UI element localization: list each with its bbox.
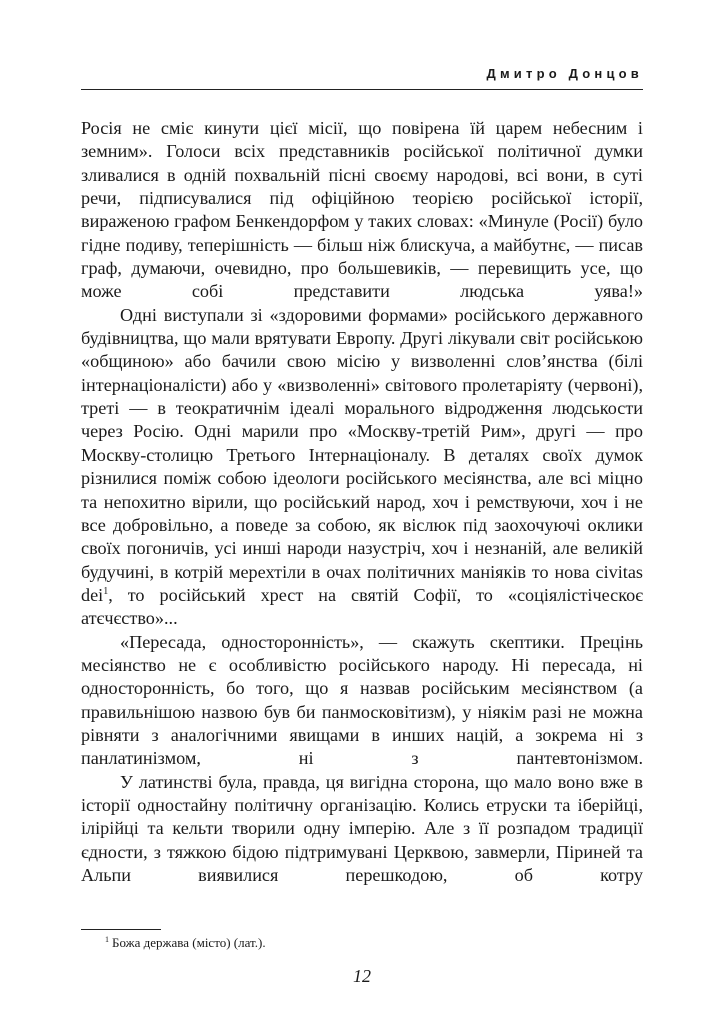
paragraph-4: У латинстві була, правда, ця вигідна сторона, що мало воно вже в історії одностайну політичну організацію. Колись етруски та іберійці, ілірійці та кельти творили одну імперію. Але з її розпадом традиції єдности, з тяжкою бідою підтримувані Церквою, завмерли, Піриней та Альпи виявилися перешкодою, об котру xyxy=(81,771,644,885)
running-head: Дмитро Донцов xyxy=(486,66,643,81)
footnote-rule xyxy=(81,929,161,930)
body-text xyxy=(81,117,643,887)
footnote-text: Божа держава (місто) (лат.). xyxy=(112,935,266,950)
page-number: 12 xyxy=(353,966,371,986)
paragraph-3: «Пересада, односторонність», — скажуть скептики. Прецінь месіянство не є особливістю російського народу. Ні пересада, ні односторонність, бо того, що я назвав російським месіянством (а правильнішою назвою був би панмосковітизм), у ніякім разі не можна рівняти з аналогічними явищами в инших націй, а зокрема ні з панлатинізмом, ні з пантевтонізмом. xyxy=(81,631,644,769)
footnote-reference: 1 xyxy=(103,585,109,597)
header-rule xyxy=(81,89,643,90)
footnote xyxy=(105,935,266,951)
footnote-marker: 1 xyxy=(105,935,109,944)
paragraph-1: Росія не сміє кинути цієї місії, що повірена їй царем небесним і земним». Голоси всіх представників російської політичної думки зливалися в одній похвальній пісні своєму народові, всі вони, в суті речи, підписувалися під офіційною теорією російської історії, вираженою графом Бенкендорфом у таких словах: «Минуле (Росії) було гідне подиву, теперішність — більш ніж блискуча, а майбутнє, — писав граф, думаючи, очевидно, про большевиків, — перевищить усе, що може собі представити людська уява!» xyxy=(81,118,643,302)
paragraph-2: Одні виступали зі «здоровими формами» російського державного будівництва, що мали врятувати Европу. Другі лікували світ російською «общиною» або бачили свою місію у визволенні слов’янства (білі інтернаціоналісти) або у «визволенні» світового пролетаріяту (червоні), треті — в теократичнім ідеалі морального відродження людськости через Росію. Одні марили про «Москву-третій Рим», другі — про Москву-столицю Третього Інтернаціоналу. В деталях своїх думок різнилися поміж собою ідеологи російського месіянства, але всі міцно та непохитно вірили, що російський народ, хоч і ремствуючи, хоч і не все добровільно, а поведе за собою, як віслюк під заохочуючі оклики своїх погоничів, усі инші народи назустріч, хоч і незнаній, але великій будучині, в котрій мерехтіли в очах політичних маніяків то нова civitas dei$^1$, то російський хрест на святій Софії, то «соціялістіческоє атєчєство»... xyxy=(81,304,644,629)
